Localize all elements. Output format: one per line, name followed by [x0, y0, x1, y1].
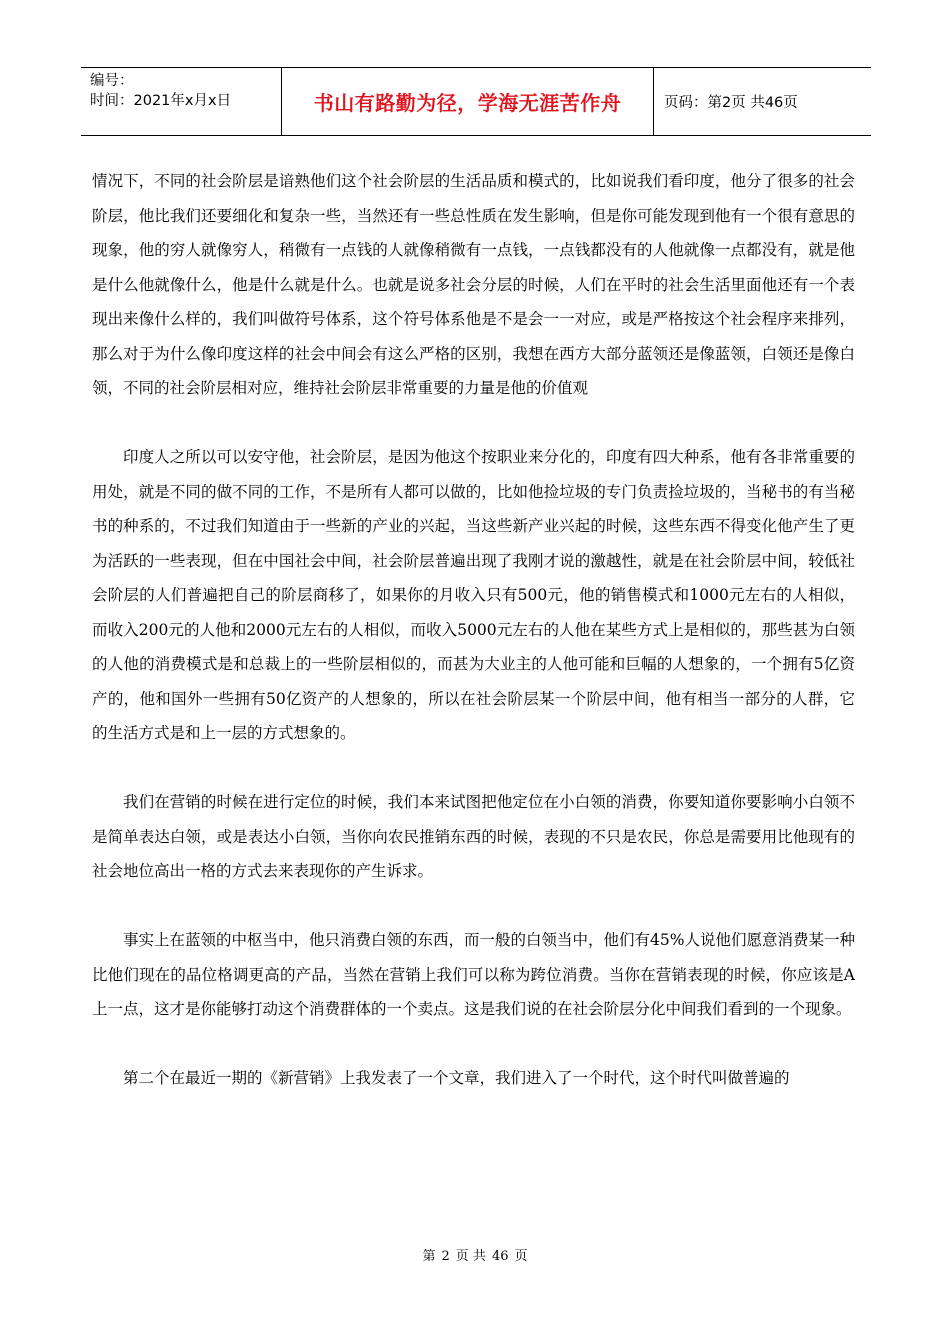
page-header — [81, 67, 871, 136]
paragraph-spacer — [92, 751, 855, 786]
footer-total-pages: 46 — [491, 1249, 509, 1264]
header-motto-cell — [282, 68, 654, 135]
header-page-info: 页码：第2页 共46页 — [664, 95, 798, 111]
footer-page-number: 2 — [441, 1249, 450, 1264]
document-body — [92, 164, 855, 1096]
paragraph: 印度人之所以可以安守他，社会阶层，是因为他这个按职业来分化的，印度有四大种系，他有各非常重要的用处，就是不同的做不同的工作，不是所有人都可以做的，比如他捡垃圾的专门负责捡垃圾的，当秘书的有当秘书的种系的，不过我们知道由于一些新的产业的兴起，当这些新产业兴起的时候，这些东西不得变化他产生了更为活跃的一些表现，但在中国社会中间，社会阶层普遍出现了我刚才说的激越性，就是在社会阶层中间，较低社会阶层的人们普遍把自己的阶层商移了，如果你的月收入只有500元，他的销售模式和1000元左右的人相似，而收入200元的人他和2000元左右的人相似，而收入5000元左右的人他在某些方式上是相似的，那些甚为白领的人他的消费模式是和总裁上的一些阶层相似的，而甚为大业主的人他可能和巨幅的人想象的，一个拥有5亿资产的，他和国外一些拥有50亿资产的人想象的，所以在社会阶层某一个阶层中间，他有相当一部分的人群，它的生活方式是和上一层的方式想象的。 — [92, 448, 855, 742]
document-number-label: 编号： — [90, 73, 134, 89]
paragraph-spacer — [92, 406, 855, 441]
paragraph: 第二个在最近一期的《新营销》上我发表了一个文章，我们进入了一个时代，这个时代叫做普遍的 — [123, 1069, 790, 1087]
header-meta-cell — [81, 68, 282, 135]
footer-suffix: 页 — [514, 1249, 528, 1264]
paragraph-spacer — [92, 889, 855, 924]
paragraph-continued: 情况下，不同的社会阶层是谙熟他们这个社会阶层的生活品质和模式的，比如说我们看印度，他分了很多的社会阶层，他比我们还要细化和复杂一些，当然还有一些总性质在发生影响，但是你可能发现到他有一个很有意思的现象，他的穷人就像穷人，稍微有一点钱的人就像稍微有一点钱，一点钱都没有的人他就像一点都没有，就是他是什么他就像什么，他是什么就是什么。也就是说多社会分层的时候，人们在平时的社会生活里面他还有一个表现出来像什么样的，我们叫做符号体系，这个符号体系他是不是会一一对应，或是严格按这个社会程序来排列，那么对于为什么像印度这样的社会中间会有这么严格的区别，我想在西方大部分蓝领还是像蓝领，白领还是像白领，不同的社会阶层相对应，维持社会阶层非常重要的力量是他的价值观 — [92, 172, 855, 397]
header-motto: 书山有路勤为径，学海无涯苦作舟 — [313, 91, 622, 115]
page-footer — [0, 1245, 950, 1264]
paragraph-spacer — [92, 1027, 855, 1062]
document-date-label: 时间：2021年x月x日 — [90, 93, 232, 109]
paragraph: 事实上在蓝领的中枢当中，他只消费白领的东西，而一般的白领当中，他们有45%人说他们愿意消费某一种比他们现在的品位格调更高的产品，当然在营销上我们可以称为跨位消费。当你在营销表现的时候，你应该是A上一点，这才是你能够打动这个消费群体的一个卖点。这是我们说的在社会阶层分化中间我们看到的一个现象。 — [92, 931, 855, 1018]
paragraph: 我们在营销的时候在进行定位的时候，我们本来试图把他定位在小白领的消费，你要知道你要影响小白领不是简单表达白领，或是表达小白领，当你向农民推销东西的时候，表现的不只是农民，你总是需要用比他现有的社会地位高出一格的方式去来表现你的产生诉求。 — [92, 793, 855, 880]
footer-prefix: 第 — [422, 1249, 436, 1264]
footer-mid: 页 共 — [455, 1249, 486, 1264]
header-page-cell — [654, 68, 871, 135]
